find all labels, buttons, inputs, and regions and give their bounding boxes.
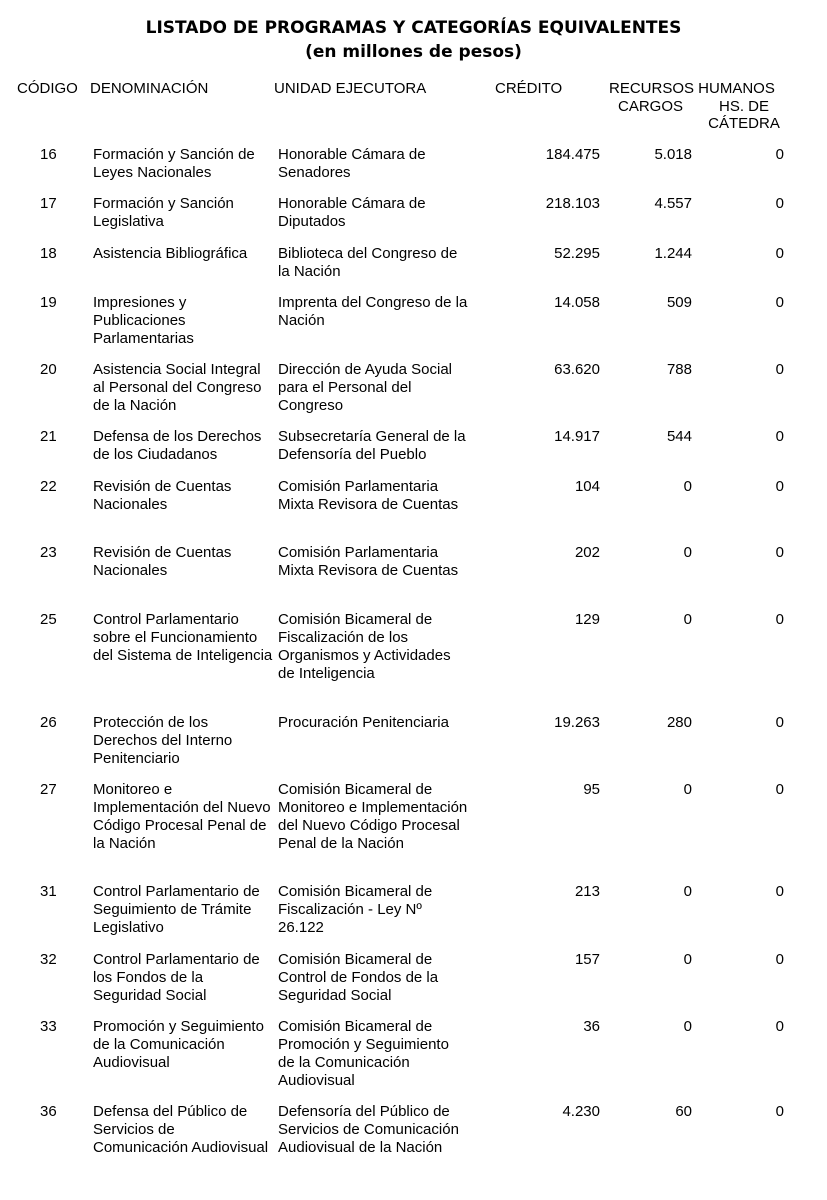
programs-table [0, 146, 827, 1183]
cell-codigo: 20 [40, 361, 57, 378]
cell-credito: 19.263 [554, 714, 600, 731]
cell-denominacion: Revisión de Cuentas Nacionales [93, 478, 232, 513]
cell-unidad: Defensoría del Público de Servicios de Comunicación Audiovisual de la Nación [278, 1103, 459, 1156]
cell-credito: 184.475 [545, 146, 600, 163]
cell-codigo: 33 [40, 1018, 57, 1035]
cell-unidad: Comisión Bicameral de Promoción y Seguimiento de la Comunicación Audiovisual [278, 1018, 449, 1089]
cell-credito: 36 [583, 1018, 600, 1035]
table-row [0, 1103, 827, 1183]
header-credito: CRÉDITO [495, 80, 563, 97]
cell-cargos: 5.018 [654, 146, 692, 163]
cell-credito: 95 [583, 781, 600, 798]
cell-denominacion: Formación y Sanción Legislativa [93, 195, 234, 230]
cell-credito: 14.058 [554, 294, 600, 311]
cell-unidad: Comisión Parlamentaria Mixta Revisora de Cuentas [278, 478, 459, 513]
cell-unidad: Biblioteca del Congreso de la Nación [278, 245, 458, 280]
cell-cargos: 544 [666, 428, 692, 445]
cell-credito: 63.620 [554, 361, 600, 378]
cell-codigo: 25 [40, 611, 57, 628]
page-subtitle: (en millones de pesos) [305, 42, 522, 62]
cell-unidad: Honorable Cámara de Diputados [278, 195, 426, 230]
cell-hs-catedra: 0 [775, 146, 784, 163]
table-row [0, 951, 827, 1018]
cell-cargos: 0 [683, 544, 692, 561]
cell-denominacion: Control Parlamentario sobre el Funcionamiento del Sistema de Inteligencia [93, 611, 273, 664]
header-unidad-ejecutora: UNIDAD EJECUTORA [274, 80, 427, 97]
cell-credito: 4.230 [562, 1103, 600, 1120]
cell-cargos: 788 [666, 361, 692, 378]
cell-credito: 218.103 [545, 195, 600, 212]
cell-cargos: 0 [683, 951, 692, 968]
cell-unidad: Comisión Bicameral de Fiscalización de los Organismos y Actividades de Inteligencia [278, 611, 451, 682]
cell-cargos: 1.244 [654, 245, 692, 262]
cell-cargos: 0 [683, 478, 692, 495]
cell-unidad: Imprenta del Congreso de la Nación [278, 294, 468, 329]
cell-credito: 213 [574, 883, 600, 900]
cell-credito: 129 [574, 611, 600, 628]
table-row [0, 883, 827, 951]
cell-cargos: 60 [675, 1103, 692, 1120]
table-row [0, 245, 827, 294]
cell-codigo: 32 [40, 951, 57, 968]
cell-unidad: Comisión Bicameral de Fiscalización - Ley Nº 26.122 [278, 883, 433, 936]
cell-hs-catedra: 0 [775, 714, 784, 731]
header-cargos: CARGOS [618, 98, 684, 115]
cell-cargos: 509 [666, 294, 692, 311]
table-row [0, 611, 827, 714]
cell-unidad: Subsecretaría General de la Defensoría del Pueblo [278, 428, 466, 463]
page-title: LISTADO DE PROGRAMAS Y CATEGORÍAS EQUIVALENTES [145, 18, 682, 38]
cell-denominacion: Control Parlamentario de Seguimiento de Trámite Legislativo [93, 883, 260, 936]
cell-codigo: 26 [40, 714, 57, 731]
cell-cargos: 0 [683, 611, 692, 628]
cell-codigo: 22 [40, 478, 57, 495]
cell-hs-catedra: 0 [775, 611, 784, 628]
cell-hs-catedra: 0 [775, 1018, 784, 1035]
cell-credito: 52.295 [554, 245, 600, 262]
cell-denominacion: Revisión de Cuentas Nacionales [93, 544, 232, 579]
cell-credito: 157 [574, 951, 600, 968]
table-row [0, 478, 827, 544]
cell-codigo: 36 [40, 1103, 57, 1120]
header-hs-catedra: HS. DE CÁTEDRA [708, 98, 780, 132]
cell-hs-catedra: 0 [775, 478, 784, 495]
cell-denominacion: Asistencia Social Integral al Personal del Congreso de la Nación [93, 361, 262, 414]
cell-codigo: 27 [40, 781, 57, 798]
cell-unidad: Comisión Parlamentaria Mixta Revisora de Cuentas [278, 544, 459, 579]
cell-credito: 202 [574, 544, 600, 561]
cell-hs-catedra: 0 [775, 361, 784, 378]
cell-codigo: 16 [40, 146, 57, 163]
cell-cargos: 0 [683, 781, 692, 798]
cell-credito: 104 [574, 478, 600, 495]
table-row [0, 428, 827, 478]
cell-denominacion: Defensa de los Derechos de los Ciudadanos [93, 428, 262, 463]
cell-denominacion: Promoción y Seguimiento de la Comunicación Audiovisual [93, 1018, 264, 1071]
cell-cargos: 0 [683, 883, 692, 900]
header-recursos-humanos: RECURSOS HUMANOS [609, 80, 775, 97]
cell-unidad: Comisión Bicameral de Monitoreo e Implementación del Nuevo Código Procesal Penal de la Nación [278, 781, 468, 852]
cell-hs-catedra: 0 [775, 294, 784, 311]
header-codigo: CÓDIGO [17, 80, 78, 97]
table-row [0, 781, 827, 883]
cell-hs-catedra: 0 [775, 951, 784, 968]
table-row [0, 294, 827, 361]
cell-cargos: 280 [666, 714, 692, 731]
cell-cargos: 4.557 [654, 195, 692, 212]
cell-hs-catedra: 0 [775, 544, 784, 561]
cell-cargos: 0 [683, 1018, 692, 1035]
cell-hs-catedra: 0 [775, 428, 784, 445]
cell-codigo: 18 [40, 245, 57, 262]
cell-denominacion: Impresiones y Publicaciones Parlamentarias [93, 294, 194, 347]
cell-hs-catedra: 0 [775, 1103, 784, 1120]
cell-unidad: Procuración Penitenciaria [278, 714, 449, 731]
cell-denominacion: Formación y Sanción de Leyes Nacionales [93, 146, 255, 181]
cell-unidad: Comisión Bicameral de Control de Fondos de la Seguridad Social [278, 951, 439, 1004]
table-row [0, 146, 827, 195]
table-row [0, 714, 827, 781]
cell-codigo: 21 [40, 428, 57, 445]
cell-unidad: Honorable Cámara de Senadores [278, 146, 426, 181]
cell-hs-catedra: 0 [775, 781, 784, 798]
cell-denominacion: Asistencia Bibliográfica [93, 245, 248, 262]
cell-hs-catedra: 0 [775, 245, 784, 262]
cell-codigo: 23 [40, 544, 57, 561]
cell-denominacion: Defensa del Público de Servicios de Comunicación Audiovisual [93, 1103, 269, 1156]
cell-codigo: 17 [40, 195, 57, 212]
cell-hs-catedra: 0 [775, 883, 784, 900]
cell-denominacion: Monitoreo e Implementación del Nuevo Código Procesal Penal de la Nación [93, 781, 271, 852]
cell-denominacion: Protección de los Derechos del Interno Penitenciario [93, 714, 233, 767]
cell-codigo: 19 [40, 294, 57, 311]
table-row [0, 361, 827, 428]
table-row [0, 544, 827, 611]
cell-unidad: Dirección de Ayuda Social para el Personal del Congreso [278, 361, 452, 414]
table-row [0, 195, 827, 245]
cell-denominacion: Control Parlamentario de los Fondos de la Seguridad Social [93, 951, 260, 1004]
header-denominacion: DENOMINACIÓN [90, 80, 209, 97]
cell-codigo: 31 [40, 883, 57, 900]
cell-credito: 14.917 [554, 428, 600, 445]
cell-hs-catedra: 0 [775, 195, 784, 212]
table-row [0, 1018, 827, 1103]
